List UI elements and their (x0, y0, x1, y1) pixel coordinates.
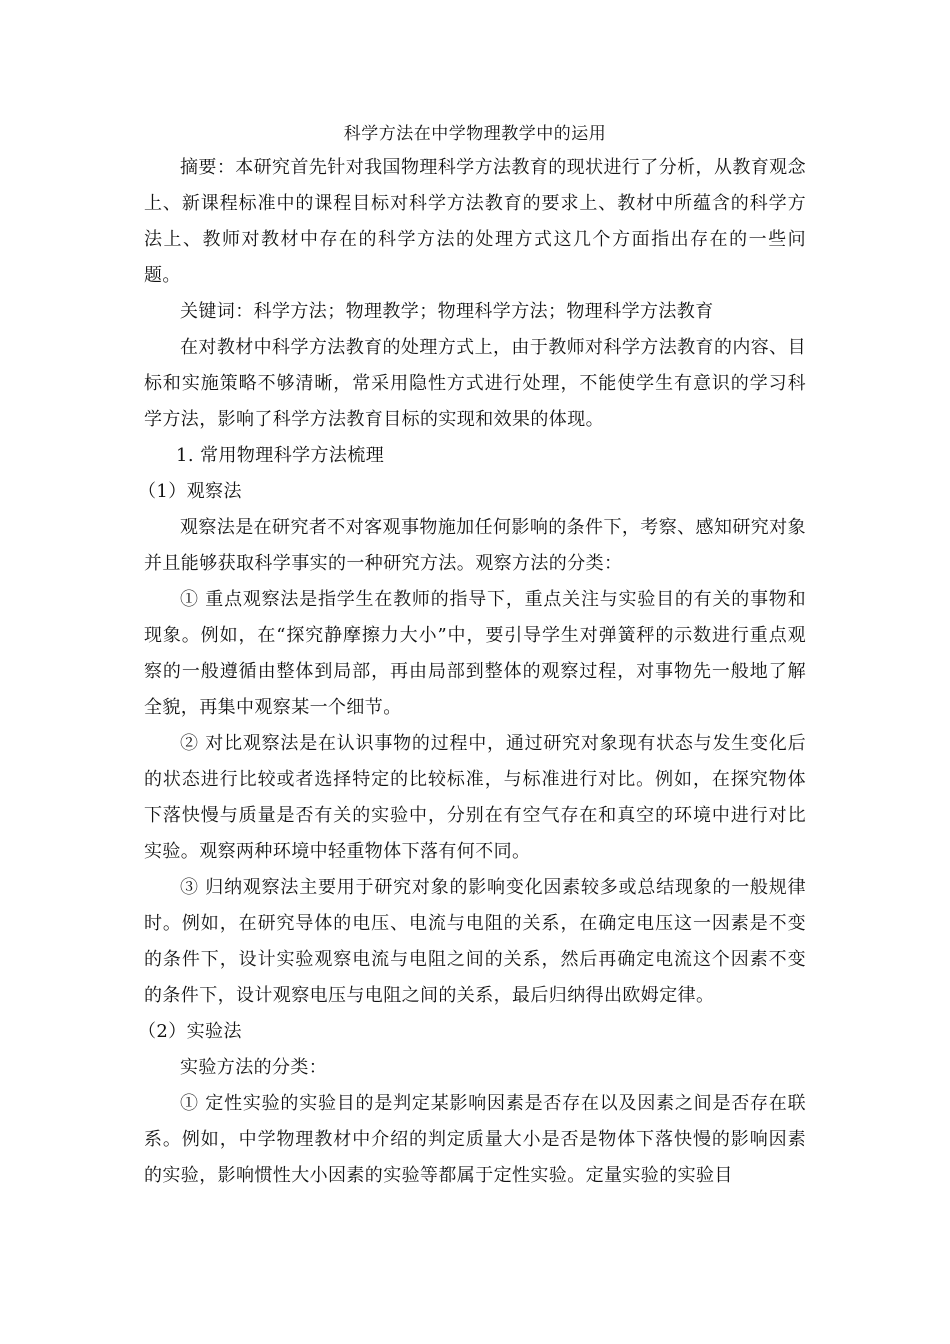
observation-item-3: ③ 归纳观察法主要用于研究对象的影响变化因素较多或总结现象的一般规律时。例如，在研究导体的电压、电流与电阻的关系，在确定电压这一因素是不变的条件下，设计实验观察电流与电阻之间的关系，然后再确定电流这个因素不变的条件下，设计观察电压与电阻之间的关系，最后归纳得出欧姆定律。 (144, 877, 806, 1006)
intro-paragraph: 在对教材中科学方法教育的处理方式上，由于教师对科学方法教育的内容、目标和实施策略不够清晰，常采用隐性方式进行处理，不能使学生有意识的学习科学方法，影响了科学方法教育目标的实现和效果的体现。 (144, 337, 806, 430)
abstract-paragraph: 摘要：本研究首先针对我国物理科学方法教育的现状进行了分析，从教育观念上、新课程标准中的课程目标对科学方法教育的要求上、教材中所蕴含的科学方法上、教师对教材中存在的科学方法的处理方式这几个方面指出存在的一些问题。 (144, 157, 806, 286)
section-heading: 1. 常用物理科学方法梳理 (176, 445, 385, 466)
observation-definition-paragraph: 观察法是在研究者不对客观事物施加任何影响的条件下，考察、感知研究对象并且能够获取科学事实的一种研究方法。观察方法的分类： (144, 517, 806, 574)
observation-item-2: ② 对比观察法是在认识事物的过程中，通过研究对象现有状态与发生变化后的状态进行比较或者选择特定的比较标准，与标准进行对比。例如，在探究物体下落快慢与质量是否有关的实验中，分别在有空气存在和真空的环境中进行对比实验。观察两种环境中轻重物体下落有何不同。 (144, 733, 806, 862)
document-title: 科学方法在中学物理教学中的运用 (343, 124, 607, 144)
document-body (138, 120, 806, 1194)
observation-item-1: ① 重点观察法是指学生在教师的指导下，重点关注与实验目的有关的事物和现象。例如，在“探究静摩擦力大小”中，要引导学生对弹簧秤的示数进行重点观察的一般遵循由整体到局部，再由局部到整体的观察过程，对事物先一般地了解全貌，再集中观察某一个细节。 (144, 589, 806, 718)
subsection-heading-observation: （1）观察法 (138, 481, 242, 502)
subsection-heading-experiment: （2）实验法 (138, 1021, 242, 1042)
experiment-intro-paragraph: 实验方法的分类： (180, 1057, 328, 1078)
experiment-item-1: ① 定性实验的实验目的是判定某影响因素是否存在以及因素之间是否存在联系。例如，中学物理教材中介绍的判定质量大小是否是物体下落快慢的影响因素的实验，影响惯性大小因素的实验等都属于定性实验。定量实验的实验目 (144, 1093, 806, 1186)
keywords-paragraph: 关键词：科学方法；物理教学；物理科学方法；物理科学方法教育 (180, 301, 714, 322)
